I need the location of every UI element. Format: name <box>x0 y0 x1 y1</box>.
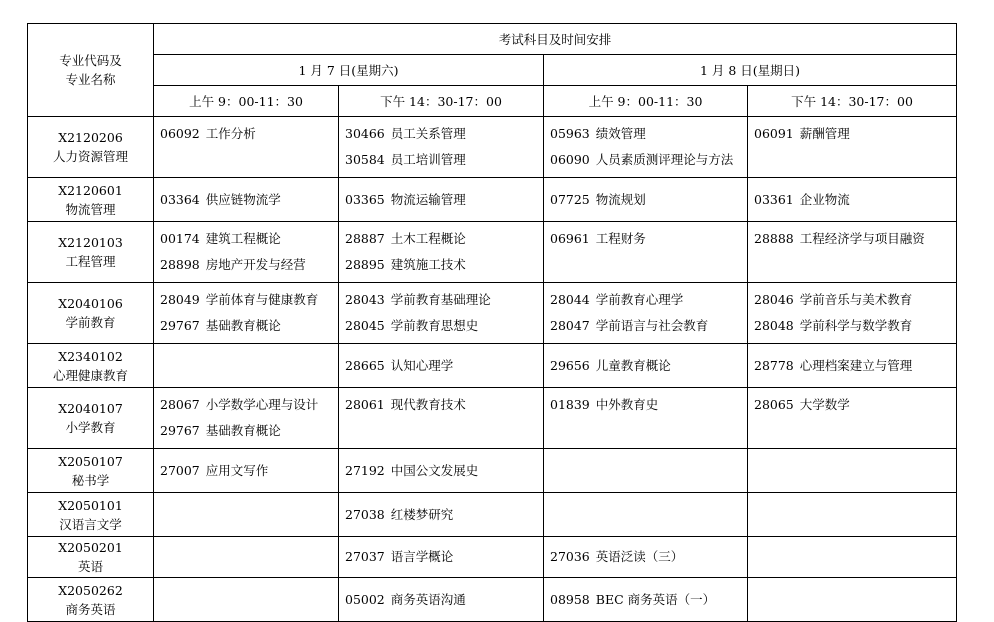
subject-entry <box>160 226 338 252</box>
subject-entry <box>160 392 338 418</box>
exam-schedule-table <box>27 23 957 622</box>
major-cell <box>28 537 154 578</box>
subject-code: 28895 <box>345 257 385 272</box>
subject-name: 土木工程概论 <box>390 231 466 246</box>
subject-cell <box>748 493 957 537</box>
subject-name: 绩效管理 <box>595 126 646 141</box>
subject-entry <box>550 147 747 173</box>
subject-cell <box>154 493 339 537</box>
subject-cell <box>154 388 339 449</box>
major-code: X2050262 <box>58 582 123 598</box>
subject-code: 29767 <box>160 318 200 333</box>
subject-entry <box>345 587 543 613</box>
subject-name: 应用文写作 <box>205 462 269 478</box>
subject-cell <box>544 117 748 178</box>
subject-name: 工程财务 <box>595 231 646 246</box>
subject-code: 03361 <box>754 191 794 207</box>
subject-entry <box>550 187 747 213</box>
slot-header: 上午 9：00-11：30 <box>544 86 748 117</box>
subject-entry <box>345 147 543 173</box>
subject-name: 红楼梦研究 <box>390 506 454 522</box>
subject-cell <box>748 283 957 344</box>
day1-header: 1 月 7 日(星期六) <box>154 55 544 86</box>
subject-code: 28043 <box>345 292 385 307</box>
major-code: X2120103 <box>58 235 123 250</box>
subject-code: 00174 <box>160 231 200 246</box>
subject-entry <box>754 313 956 339</box>
subject-code: 06090 <box>550 152 590 167</box>
subject-cell <box>154 117 339 178</box>
major-name: 心理健康教育 <box>52 367 128 383</box>
subject-entry <box>754 226 956 252</box>
subject-name: 物流规划 <box>595 191 646 207</box>
subject-cell <box>544 388 748 449</box>
subject-cell <box>544 344 748 388</box>
subject-cell <box>748 449 957 493</box>
subject-cell <box>544 222 748 283</box>
subject-entry <box>345 313 543 339</box>
subject-cell <box>748 222 957 283</box>
subject-code: 06961 <box>550 231 590 246</box>
table-row <box>28 388 957 449</box>
subject-code: 28065 <box>754 397 794 412</box>
subject-cell <box>748 344 957 388</box>
subject-cell <box>748 578 957 622</box>
subject-name: 学前语言与社会教育 <box>595 318 709 333</box>
major-name: 学前教育 <box>65 315 116 330</box>
subject-cell <box>748 537 957 578</box>
table-row <box>28 222 957 283</box>
subject-entry <box>754 121 956 147</box>
subject-name: 供应链物流学 <box>205 191 281 207</box>
subject-entry <box>345 121 543 147</box>
subject-cell <box>339 537 544 578</box>
major-code: X2120601 <box>58 182 123 198</box>
subject-name: 房地产开发与经营 <box>205 257 306 272</box>
subject-code: 27007 <box>160 462 200 478</box>
table-row <box>28 344 957 388</box>
subject-entry <box>550 226 747 252</box>
subject-entry <box>345 392 543 418</box>
subject-code: 28047 <box>550 318 590 333</box>
subject-name: 学前教育思想史 <box>390 318 479 333</box>
subject-cell <box>339 222 544 283</box>
major-name: 工程管理 <box>65 254 116 269</box>
subject-entry <box>345 287 543 313</box>
subject-name: 商务英语沟通 <box>390 591 466 607</box>
subject-name: 建筑工程概论 <box>205 231 281 246</box>
subject-name: 学前体育与健康教育 <box>205 292 319 307</box>
subject-name: 大学数学 <box>799 397 850 412</box>
subject-code: 28061 <box>345 397 385 412</box>
subject-cell <box>339 283 544 344</box>
major-cell <box>28 344 154 388</box>
major-name: 小学教育 <box>65 420 116 435</box>
subject-cell <box>544 178 748 222</box>
subject-entry <box>160 121 338 147</box>
subject-cell <box>154 578 339 622</box>
subject-cell <box>154 449 339 493</box>
subject-entry <box>754 287 956 313</box>
subject-name: 学前教育基础理论 <box>390 292 491 307</box>
subject-entry <box>550 353 747 379</box>
subject-cell <box>544 578 748 622</box>
subject-entry <box>550 121 747 147</box>
subject-entry <box>345 502 543 528</box>
subject-cell <box>544 493 748 537</box>
subject-cell <box>544 537 748 578</box>
subject-name: 员工培训管理 <box>390 152 466 167</box>
subject-code: 27037 <box>345 549 385 564</box>
major-name: 英语 <box>77 559 103 574</box>
major-code: X2340102 <box>58 348 123 364</box>
table-row <box>28 283 957 344</box>
schedule-body <box>28 117 957 622</box>
subject-code: 30466 <box>345 126 385 141</box>
subject-entry <box>550 392 747 418</box>
subject-name: 薪酬管理 <box>799 126 850 141</box>
subject-cell <box>339 178 544 222</box>
major-header-line2: 专业名称 <box>65 72 116 87</box>
subject-entry <box>754 392 956 418</box>
subject-cell <box>339 117 544 178</box>
subject-cell <box>748 178 957 222</box>
subject-cell <box>339 578 544 622</box>
subject-code: 05002 <box>345 591 385 607</box>
major-code: X2050201 <box>58 540 123 555</box>
subject-code: 08958 <box>550 591 590 607</box>
subject-cell <box>154 537 339 578</box>
subject-code: 28665 <box>345 357 385 373</box>
major-code: X2040107 <box>58 401 123 416</box>
subject-name: 现代教育技术 <box>390 397 466 412</box>
subject-entry <box>160 287 338 313</box>
subject-code: 29656 <box>550 357 590 373</box>
subject-name: 学前音乐与美术教育 <box>799 292 913 307</box>
major-code: X2050107 <box>58 453 123 469</box>
table-row <box>28 537 957 578</box>
major-name: 物流管理 <box>65 201 116 217</box>
subject-name: 企业物流 <box>799 191 850 207</box>
subject-name: BEC 商务英语（一） <box>595 591 716 607</box>
subject-cell <box>339 388 544 449</box>
subject-name: 学前教育心理学 <box>595 292 684 307</box>
subject-cell <box>339 449 544 493</box>
major-cell <box>28 449 154 493</box>
subject-entry <box>345 226 543 252</box>
subject-entry <box>345 353 543 379</box>
subject-name: 学前科学与数学教育 <box>799 318 913 333</box>
table-row <box>28 578 957 622</box>
subject-name: 工程经济学与项目融资 <box>799 231 925 246</box>
subject-cell <box>339 344 544 388</box>
day2-header: 1 月 8 日(星期日) <box>544 55 957 86</box>
subject-name: 基础教育概论 <box>205 318 281 333</box>
subject-code: 30584 <box>345 152 385 167</box>
subject-entry <box>160 187 338 213</box>
subject-entry <box>160 252 338 278</box>
table-row <box>28 178 957 222</box>
subject-entry <box>345 544 543 570</box>
subject-code: 06091 <box>754 126 794 141</box>
major-cell <box>28 493 154 537</box>
subject-entry <box>550 587 747 613</box>
subject-entry <box>345 187 543 213</box>
major-cell <box>28 283 154 344</box>
subject-cell <box>748 117 957 178</box>
major-name: 商务英语 <box>65 601 116 617</box>
subject-name: 心理档案建立与管理 <box>799 357 913 373</box>
table-row <box>28 493 957 537</box>
major-cell <box>28 388 154 449</box>
subject-entry <box>160 418 338 444</box>
subject-code: 27036 <box>550 549 590 564</box>
subject-code: 28067 <box>160 397 200 412</box>
major-code: X2050101 <box>58 497 123 513</box>
subject-name: 认知心理学 <box>390 357 454 373</box>
subject-code: 29767 <box>160 423 200 438</box>
subject-code: 28888 <box>754 231 794 246</box>
subject-code: 03364 <box>160 191 200 207</box>
subject-name: 中外教育史 <box>595 397 659 412</box>
subject-code: 28887 <box>345 231 385 246</box>
subject-cell <box>154 178 339 222</box>
subject-code: 03365 <box>345 191 385 207</box>
subject-code: 28045 <box>345 318 385 333</box>
subject-name: 英语泛读（三） <box>595 549 684 564</box>
subject-cell <box>154 222 339 283</box>
slot-header: 下午 14：30-17：00 <box>339 86 544 117</box>
major-header-line1: 专业代码及 <box>59 53 122 68</box>
table-row <box>28 449 957 493</box>
subject-code: 07725 <box>550 191 590 207</box>
subject-cell <box>154 283 339 344</box>
subject-cell <box>544 449 748 493</box>
subject-code: 28046 <box>754 292 794 307</box>
subject-code: 28044 <box>550 292 590 307</box>
subject-code: 28898 <box>160 257 200 272</box>
subject-entry <box>160 458 338 484</box>
subject-cell <box>748 388 957 449</box>
subject-name: 工作分析 <box>205 126 256 141</box>
subject-code: 27038 <box>345 506 385 522</box>
subject-code: 28048 <box>754 318 794 333</box>
subject-name: 员工关系管理 <box>390 126 466 141</box>
slot-header: 下午 14：30-17：00 <box>748 86 957 117</box>
major-cell <box>28 222 154 283</box>
subject-entry <box>550 544 747 570</box>
subject-cell <box>154 344 339 388</box>
subject-name: 儿童教育概论 <box>595 357 671 373</box>
table-row <box>28 117 957 178</box>
subject-code: 05963 <box>550 126 590 141</box>
subject-entry <box>160 313 338 339</box>
subject-code: 06092 <box>160 126 200 141</box>
major-name: 秘书学 <box>71 472 110 488</box>
subject-entry <box>550 287 747 313</box>
major-cell <box>28 178 154 222</box>
subject-name: 物流运输管理 <box>390 191 466 207</box>
subject-entry <box>345 252 543 278</box>
subject-entry <box>754 187 956 213</box>
major-cell <box>28 117 154 178</box>
subject-entry <box>345 458 543 484</box>
subject-code: 01839 <box>550 397 590 412</box>
subject-entry <box>754 353 956 379</box>
schedule-title: 考试科目及时间安排 <box>154 24 957 55</box>
major-name: 人力资源管理 <box>52 149 128 164</box>
subject-cell <box>339 493 544 537</box>
major-cell <box>28 578 154 622</box>
subject-entry <box>550 313 747 339</box>
subject-name: 中国公文发展史 <box>390 462 479 478</box>
subject-name: 人员素质测评理论与方法 <box>595 152 734 167</box>
major-code: X2040106 <box>58 296 123 311</box>
subject-name: 基础教育概论 <box>205 423 281 438</box>
subject-name: 语言学概论 <box>390 549 454 564</box>
subject-code: 28778 <box>754 357 794 373</box>
subject-cell <box>544 283 748 344</box>
major-code: X2120206 <box>58 130 123 145</box>
subject-name: 小学数学心理与设计 <box>205 397 319 412</box>
subject-name: 建筑施工技术 <box>390 257 466 272</box>
major-name: 汉语言文学 <box>59 516 122 532</box>
major-header-cell <box>28 24 154 117</box>
slot-header: 上午 9：00-11：30 <box>154 86 339 117</box>
subject-code: 27192 <box>345 462 385 478</box>
subject-code: 28049 <box>160 292 200 307</box>
